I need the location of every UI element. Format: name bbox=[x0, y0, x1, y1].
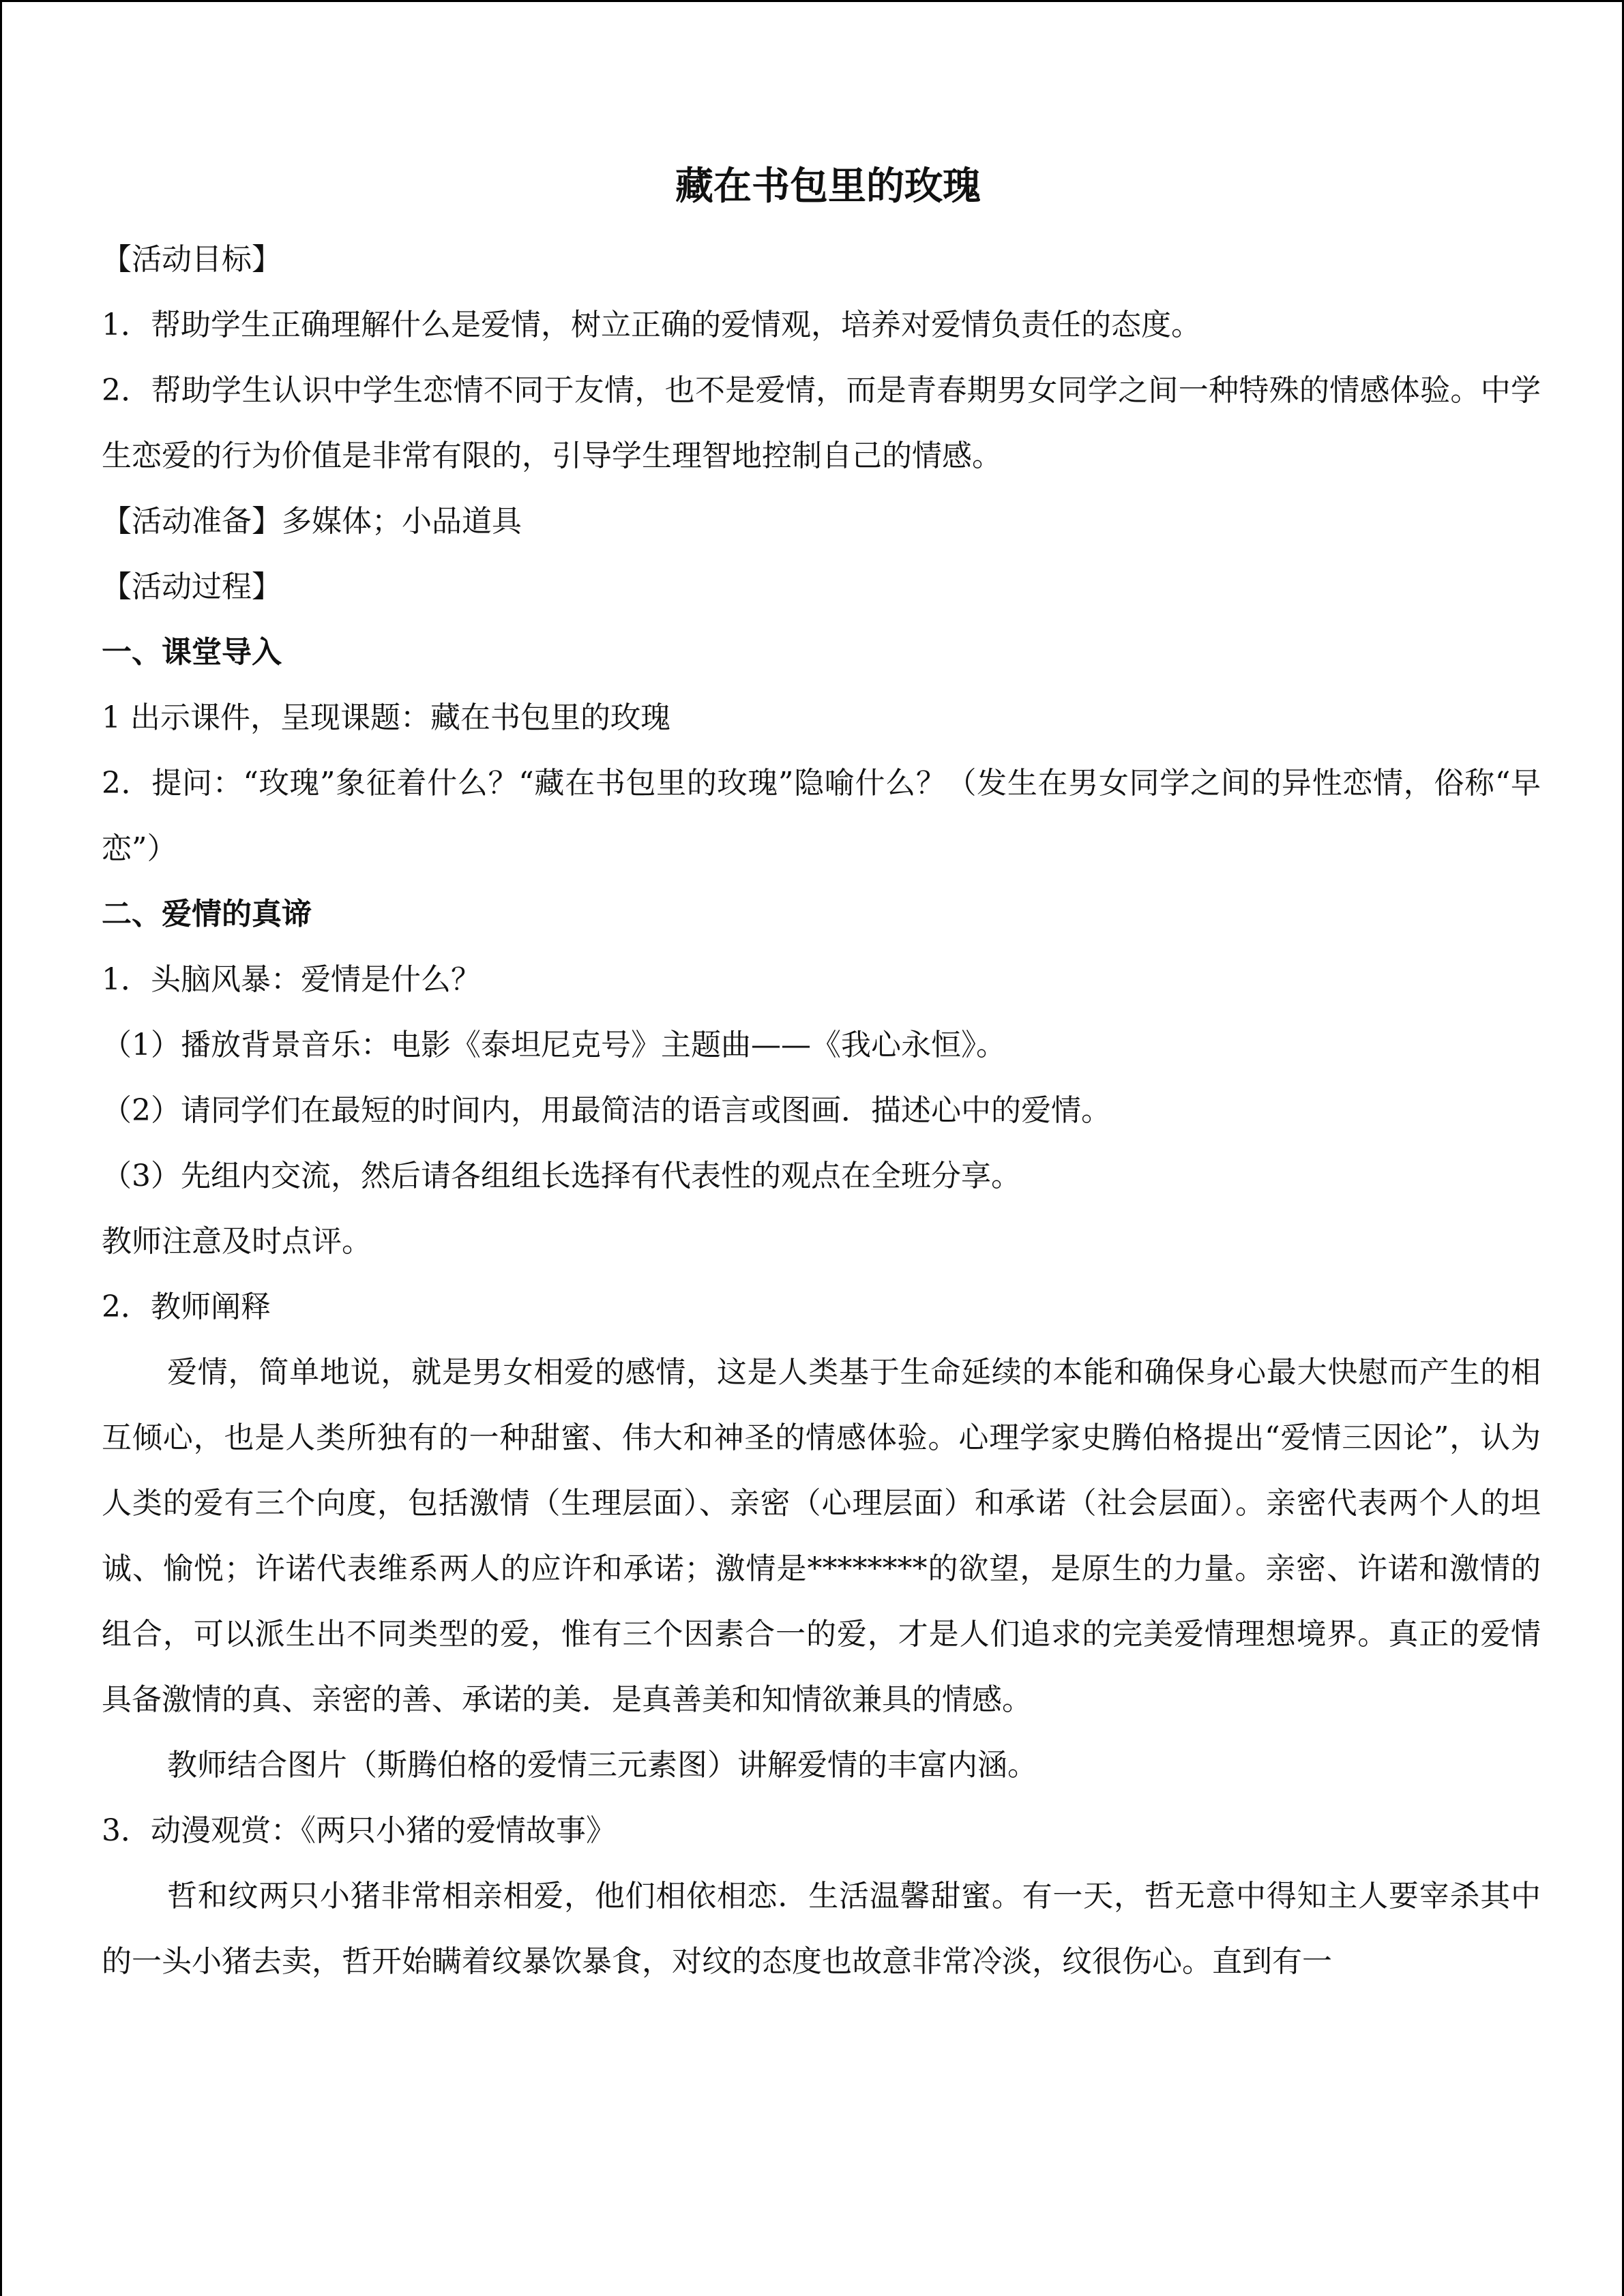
objective-1: 1．帮助学生正确理解什么是爱情，树立正确的爱情观，培养对爱情负责任的态度。 bbox=[102, 308, 1201, 342]
objective-2: 2．帮助学生认识中学生恋情不同于友情，也不是爱情，而是青春期男女同学之间一种特殊的情感体验。中学生恋爱的行为价值是非常有限的，引导学生理智地控制自己的情感。 bbox=[102, 373, 1541, 473]
section-2-paragraph-3: 哲和纹两只小猪非常相亲相爱，他们相依相恋．生活温馨甜蜜。有一天，哲无意中得知主人要宰杀其中的一头小猪去卖，哲开始瞒着纹暴饮暴食，对纹的态度也故意非常冷淡，纹很伤心。直到有一 bbox=[102, 1879, 1541, 1979]
section-2-paragraph-2: 教师结合图片（斯腾伯格的爱情三元素图）讲解爱情的丰富内涵。 bbox=[167, 1748, 1037, 1783]
section-2-paragraph-1: 爱情，简单地说，就是男女相爱的感情，这是人类基于生命延续的本能和确保身心最大快慰而产生的相互倾心，也是人类所独有的一种甜蜜、伟大和神圣的情感体验。心理学家史腾伯格提出“爱情三因论”，认为人类的爱有三个向度，包括激情（生理层面）、亲密（心理层面）和承诺（社会层面）。亲密代表两个人的坦诚、愉悦；许诺代表维系两人的应许和承诺；激情是********的欲望，是原生的力量。亲密、许诺和激情的组合，可以派生出不同类型的爱，惟有三个因素合一的爱，才是人们追求的完美爱情理想境界。真正的爱情具备激情的真、亲密的善、承诺的美．是真善美和知情欲兼具的情感。 bbox=[102, 1355, 1541, 1717]
section-1-heading: 一、课堂导入 bbox=[102, 635, 282, 670]
section-2-note: 教师注意及时点评。 bbox=[102, 1224, 372, 1259]
document-title: 藏在书包里的玫瑰 bbox=[675, 164, 981, 209]
section-2-subitem-1: （1）播放背景音乐：电影《泰坦尼克号》主题曲——《我心永恒》。 bbox=[102, 1028, 1006, 1062]
section-2-heading: 二、爱情的真谛 bbox=[102, 897, 312, 931]
section-2-subitem-2: （2）请同学们在最短的时间内，用最简洁的语言或图画．描述心中的爱情。 bbox=[102, 1093, 1111, 1128]
document-body bbox=[102, 145, 1541, 1995]
section-2-item-1: 1．头脑风暴：爱情是什么？ bbox=[102, 962, 481, 997]
process-label: 【活动过程】 bbox=[102, 569, 282, 604]
section-1-item-1: 1 出示课件，呈现课题：藏在书包里的玫瑰 bbox=[102, 700, 670, 735]
objectives-label: 【活动目标】 bbox=[102, 242, 282, 277]
section-2-item-3: 3．动漫观赏：《两只小猪的爱情故事》 bbox=[102, 1813, 616, 1848]
section-1-item-2: 2．提问：“玫瑰”象征着什么？“藏在书包里的玫瑰”隐喻什么？（发生在男女同学之间的异性恋情，俗称“早恋”） bbox=[102, 766, 1541, 866]
section-2-item-2: 2．教师阐释 bbox=[102, 1289, 271, 1324]
preparation-line: 【活动准备】多媒体；小品道具 bbox=[102, 504, 522, 539]
section-2-subitem-3: （3）先组内交流，然后请各组组长选择有代表性的观点在全班分享。 bbox=[102, 1159, 1021, 1193]
